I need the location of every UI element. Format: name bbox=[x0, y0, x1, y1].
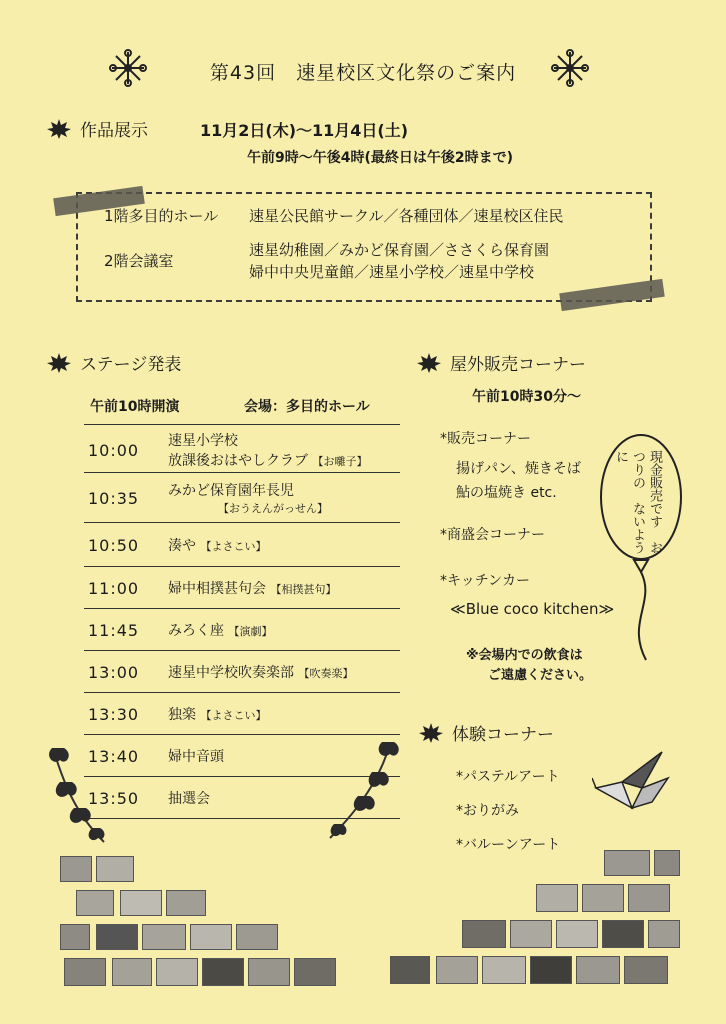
experience-item: *バルーンアート bbox=[456, 837, 561, 853]
venue-row: 1階多目的ホール 速星公民館サークル／各種団体／速星校区住民 bbox=[104, 207, 564, 225]
table-row: 13:50 抽選会 bbox=[84, 778, 400, 819]
table-row: 11:45 みろく座 【演劇】 bbox=[84, 610, 400, 651]
paper-crane-icon bbox=[592, 748, 672, 828]
eating-note: ご遠慮ください。 bbox=[488, 668, 593, 683]
exhibition-heading: 作品展示 bbox=[46, 116, 148, 141]
table-row: 10:50 湊や 【よさこい】 bbox=[84, 524, 400, 567]
maple-leaf-icon bbox=[46, 352, 72, 374]
maple-leaf-icon bbox=[46, 118, 72, 140]
page-title: 第43回 速星校区文化祭のご案内 bbox=[209, 62, 517, 84]
sales-items: 鮎の塩焼き etc. bbox=[456, 485, 557, 501]
exhibition-dates: 11月2日(木)～11月4日(土) bbox=[200, 121, 409, 140]
table-row: 11:00 婦中相撲甚句会 【相撲甚句】 bbox=[84, 568, 400, 609]
venue-list bbox=[104, 205, 564, 283]
stage-start: 午前10時開演 bbox=[90, 399, 180, 415]
kitchen-car-label: *キッチンカー bbox=[440, 573, 531, 589]
table-row: 10:35 みかど保育園年長児 【おうえんがっせん】 bbox=[84, 474, 400, 523]
sales-items: 揚げパン、焼きそば bbox=[456, 461, 581, 477]
ivy-decoration-icon bbox=[320, 738, 400, 848]
stage-venue: 会場：多目的ホール bbox=[244, 399, 370, 415]
kitchen-car-name: ≪Blue coco kitchen≫ bbox=[450, 600, 615, 618]
table-row: 13:40 婦中音頭 bbox=[84, 736, 400, 777]
ivy-decoration-icon bbox=[44, 742, 116, 852]
stage-heading: ステージ発表 bbox=[46, 350, 181, 375]
shop-corner-label: *商盛会コーナー bbox=[440, 527, 545, 543]
maple-leaf-icon bbox=[416, 352, 442, 374]
table-row: 13:00 速星中学校吹奏楽部 【吹奏楽】 bbox=[84, 652, 400, 693]
exhibition-hours: 午前9時～午後4時(最終日は午後2時まで) bbox=[247, 150, 514, 166]
table-row: 13:30 独楽 【よさこい】 bbox=[84, 694, 400, 735]
balloon-cash-note: 現金販売です おつりの ないように bbox=[613, 450, 662, 554]
experience-heading: 体験コーナー bbox=[418, 720, 554, 745]
experience-item: *パステルアート bbox=[456, 769, 560, 785]
maple-leaf-icon bbox=[418, 722, 444, 744]
venue-row: 2階会議室 速星幼稚園／みかど保育園／ささくら保育園 婦中中央児童館／速星小学校／速星中学校 bbox=[104, 241, 550, 281]
sales-corner-label: *販売コーナー bbox=[440, 431, 531, 447]
table-divider bbox=[84, 424, 400, 425]
outdoor-heading: 屋外販売コーナー bbox=[416, 350, 586, 375]
table-row: 10:00 速星小学校 放課後おはやしクラブ 【お囃子】 bbox=[84, 428, 400, 473]
experience-item: *おりがみ bbox=[456, 803, 519, 819]
outdoor-start: 午前10時30分～ bbox=[472, 389, 581, 405]
eating-note: ※会場内での飲食は bbox=[466, 648, 583, 663]
